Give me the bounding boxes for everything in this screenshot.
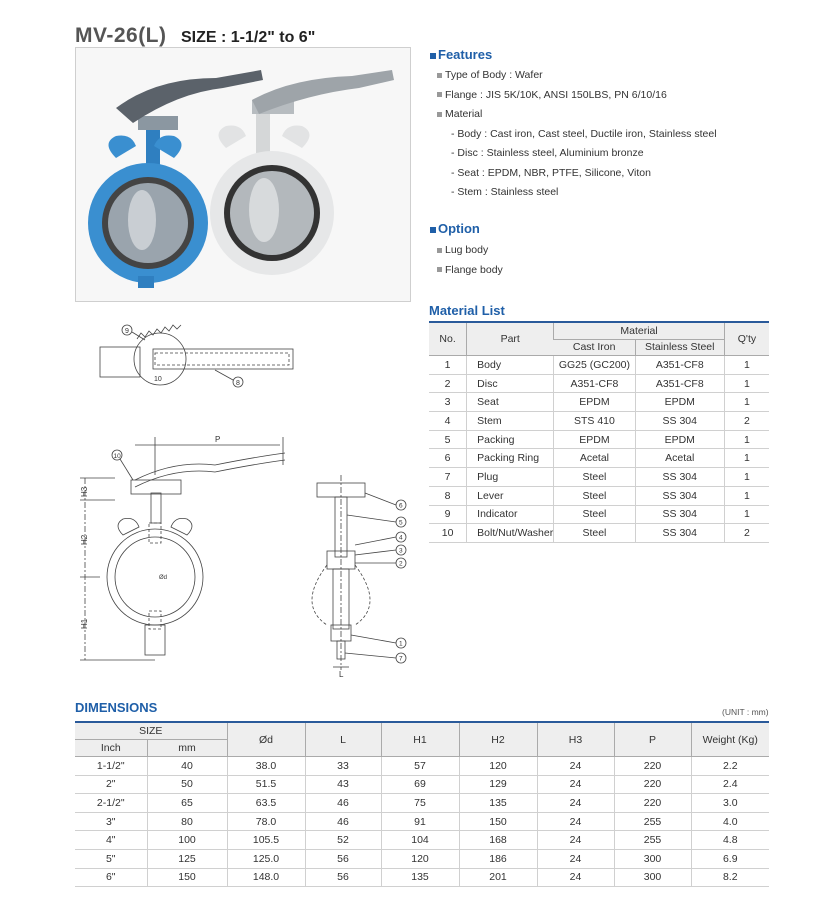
cell-inch: 4": [75, 831, 147, 850]
cell-stainless: EPDM: [635, 430, 724, 449]
cell-od: 63.5: [227, 794, 305, 813]
header-h2: H2: [459, 722, 537, 757]
option-item: [437, 241, 637, 261]
cell-part: Disc: [467, 374, 554, 393]
feature-item: [437, 183, 797, 203]
cell-part: Lever: [467, 486, 554, 505]
cell-no: 8: [429, 486, 467, 505]
feature-text: - Disc : Stainless steel, Aluminium bronze: [451, 147, 644, 159]
table-row: [429, 486, 769, 505]
table-row: [429, 468, 769, 487]
cell-cast-iron: Acetal: [554, 449, 635, 468]
feature-text: Material: [445, 108, 483, 120]
header-stainless: Stainless Steel: [635, 339, 724, 356]
cell-weight: 2.4: [691, 775, 769, 794]
cell-h3: 24: [537, 849, 614, 868]
cell-h1: 69: [381, 775, 459, 794]
callout-8: 8: [236, 380, 240, 387]
header-mm: mm: [147, 740, 227, 757]
bullet-icon: [437, 92, 442, 97]
cell-cast-iron: Steel: [554, 524, 635, 543]
cell-qty: 1: [724, 505, 769, 524]
cell-h3: 24: [537, 831, 614, 850]
cell-stainless: Acetal: [635, 449, 724, 468]
cell-mm: 40: [147, 757, 227, 776]
cell-od: 105.5: [227, 831, 305, 850]
cell-no: 6: [429, 449, 467, 468]
cell-l: 52: [305, 831, 381, 850]
cell-cast-iron: GG25 (GC200): [554, 356, 635, 375]
cell-inch: 1-1/2": [75, 757, 147, 776]
material-list-table: [429, 321, 769, 543]
header-part: Part: [467, 322, 554, 356]
cell-cast-iron: Steel: [554, 486, 635, 505]
cell-h2: 168: [459, 831, 537, 850]
option-text: Lug body: [445, 244, 489, 256]
cell-mm: 65: [147, 794, 227, 813]
cell-od: 51.5: [227, 775, 305, 794]
header-od: Ød: [227, 722, 305, 757]
cell-l: 33: [305, 757, 381, 776]
cell-part: Bolt/Nut/Washer: [467, 524, 554, 543]
feature-item: [437, 86, 797, 106]
cell-qty: 1: [724, 393, 769, 412]
cell-p: 220: [614, 794, 691, 813]
cell-inch: 5": [75, 849, 147, 868]
cell-no: 5: [429, 430, 467, 449]
cell-od: 38.0: [227, 757, 305, 776]
header-no: No.: [429, 322, 467, 356]
cell-mm: 150: [147, 868, 227, 887]
table-row: [75, 812, 769, 831]
cell-stainless: SS 304: [635, 468, 724, 487]
header-cast-iron: Cast Iron: [554, 339, 635, 356]
cell-p: 220: [614, 775, 691, 794]
cell-p: 300: [614, 868, 691, 887]
cell-h3: 24: [537, 812, 614, 831]
table-row: [75, 757, 769, 776]
table-row: [429, 430, 769, 449]
cell-h1: 135: [381, 868, 459, 887]
cell-inch: 2-1/2": [75, 794, 147, 813]
bullet-icon: [437, 73, 442, 78]
material-list-heading: Material List: [429, 303, 505, 318]
cell-stainless: A351-CF8: [635, 374, 724, 393]
cell-qty: 1: [724, 430, 769, 449]
header-inch: Inch: [75, 740, 147, 757]
table-row: [429, 412, 769, 431]
cell-no: 9: [429, 505, 467, 524]
cell-h1: 104: [381, 831, 459, 850]
dim-label-od: Ød: [159, 575, 168, 581]
feature-text: Flange : JIS 5K/10K, ANSI 150LBS, PN 6/10/16: [445, 88, 667, 101]
cell-part: Seat: [467, 393, 554, 412]
bullet-icon: [437, 248, 442, 253]
cell-stainless: EPDM: [635, 393, 724, 412]
table-row: [429, 449, 769, 468]
cell-no: 2: [429, 374, 467, 393]
header-h1: H1: [381, 722, 459, 757]
cell-h3: 24: [537, 757, 614, 776]
white-valve-image: [210, 70, 394, 275]
cell-no: 3: [429, 393, 467, 412]
cell-part: Packing Ring: [467, 449, 554, 468]
cell-stainless: SS 304: [635, 412, 724, 431]
cell-cast-iron: A351-CF8: [554, 374, 635, 393]
cell-mm: 125: [147, 849, 227, 868]
callout-5: 5: [399, 519, 403, 527]
cell-h2: 201: [459, 868, 537, 887]
dim-label-h3: H3: [80, 486, 89, 497]
cell-stainless: SS 304: [635, 524, 724, 543]
cell-weight: 6.9: [691, 849, 769, 868]
page-title: [75, 24, 315, 48]
feature-item: [437, 105, 797, 125]
option-heading: Option: [430, 221, 480, 236]
cell-qty: 2: [724, 412, 769, 431]
callout-10-front: 10: [113, 453, 121, 460]
cell-inch: 3": [75, 812, 147, 831]
cell-cast-iron: Steel: [554, 505, 635, 524]
cell-cast-iron: Steel: [554, 468, 635, 487]
features-list: [437, 66, 797, 203]
side-view-drawing: [312, 475, 406, 670]
option-text: Flange body: [445, 263, 503, 276]
table-row: [75, 775, 769, 794]
cell-l: 43: [305, 775, 381, 794]
table-row: [429, 374, 769, 393]
table-row: [75, 794, 769, 813]
table-row: [75, 849, 769, 868]
feature-text: - Body : Cast iron, Cast steel, Ductile iron, Stainless steel: [451, 127, 717, 140]
feature-item: [437, 144, 797, 164]
dimensions-body: [75, 757, 769, 887]
feature-text: - Seat : EPDM, NBR, PTFE, Silicone, Viton: [451, 166, 651, 179]
cell-no: 4: [429, 412, 467, 431]
cell-stainless: SS 304: [635, 505, 724, 524]
cell-l: 46: [305, 794, 381, 813]
cell-od: 78.0: [227, 812, 305, 831]
cell-weight: 8.2: [691, 868, 769, 887]
feature-text: Type of Body : Wafer: [445, 69, 543, 81]
cell-h2: 129: [459, 775, 537, 794]
bullet-icon: [437, 267, 442, 272]
cell-qty: 1: [724, 374, 769, 393]
cell-no: 10: [429, 524, 467, 543]
header-size: SIZE: [75, 722, 227, 740]
cell-mm: 80: [147, 812, 227, 831]
cell-qty: 2: [724, 524, 769, 543]
cell-h3: 24: [537, 775, 614, 794]
cell-stainless: A351-CF8: [635, 356, 724, 375]
cell-h1: 91: [381, 812, 459, 831]
callout-3: 3: [399, 547, 403, 555]
callout-9: 9: [125, 328, 129, 335]
feature-text: - Stem : Stainless steel: [451, 186, 559, 198]
cell-part: Packing: [467, 430, 554, 449]
cell-stainless: SS 304: [635, 486, 724, 505]
cell-h2: 150: [459, 812, 537, 831]
front-view-drawing: [80, 437, 285, 660]
dimensions-heading: DIMENSIONS: [75, 700, 158, 715]
cell-part: Indicator: [467, 505, 554, 524]
table-row: [429, 505, 769, 524]
cell-h2: 186: [459, 849, 537, 868]
cell-p: 255: [614, 831, 691, 850]
dim-label-p: P: [215, 435, 221, 444]
cell-h2: 120: [459, 757, 537, 776]
product-photo: [75, 47, 411, 302]
cell-l: 56: [305, 849, 381, 868]
cell-h3: 24: [537, 794, 614, 813]
cell-od: 125.0: [227, 849, 305, 868]
cell-no: 1: [429, 356, 467, 375]
cell-h3: 24: [537, 868, 614, 887]
table-row: [75, 831, 769, 850]
cell-qty: 1: [724, 449, 769, 468]
cell-p: 255: [614, 812, 691, 831]
header-p: P: [614, 722, 691, 757]
cell-inch: 2": [75, 775, 147, 794]
cell-part: Stem: [467, 412, 554, 431]
dimensions-table: [75, 721, 769, 887]
size-range: SIZE : 1-1/2" to 6": [180, 29, 316, 46]
table-row: [429, 524, 769, 543]
cell-cast-iron: EPDM: [554, 393, 635, 412]
cell-mm: 100: [147, 831, 227, 850]
feature-item: [437, 125, 797, 145]
table-row: [429, 393, 769, 412]
material-list-body: [429, 356, 769, 543]
header-weight: Weight (Kg): [691, 722, 769, 757]
cell-qty: 1: [724, 468, 769, 487]
cell-h1: 75: [381, 794, 459, 813]
cell-no: 7: [429, 468, 467, 487]
cell-part: Plug: [467, 468, 554, 487]
dim-label-h2: H2: [80, 534, 89, 545]
cell-qty: 1: [724, 356, 769, 375]
cell-l: 56: [305, 868, 381, 887]
cell-qty: 1: [724, 486, 769, 505]
unit-note: (UNIT : mm): [722, 707, 769, 717]
cell-p: 220: [614, 757, 691, 776]
header-material: Material: [554, 322, 725, 339]
cell-h2: 135: [459, 794, 537, 813]
feature-item: [437, 164, 797, 184]
cell-cast-iron: EPDM: [554, 430, 635, 449]
cell-weight: 3.0: [691, 794, 769, 813]
bullet-square-icon: [430, 53, 436, 59]
header-h3: H3: [537, 722, 614, 757]
callout-2: 2: [399, 560, 403, 568]
feature-item: [437, 66, 797, 86]
cell-inch: 6": [75, 868, 147, 887]
cell-l: 46: [305, 812, 381, 831]
callout-7: 7: [399, 655, 403, 663]
cell-p: 300: [614, 849, 691, 868]
bullet-icon: [437, 112, 442, 117]
callout-1: 1: [399, 640, 403, 648]
callout-4: 4: [399, 534, 403, 542]
cell-weight: 2.2: [691, 757, 769, 776]
features-heading: Features: [430, 47, 492, 62]
cell-weight: 4.0: [691, 812, 769, 831]
model-name: MV-26(L): [75, 24, 167, 47]
callout-6: 6: [399, 502, 403, 510]
callout-10: 10: [154, 376, 162, 383]
dim-label-l: L: [339, 670, 344, 679]
table-row: [429, 356, 769, 375]
cell-h1: 120: [381, 849, 459, 868]
top-view-drawing: [100, 325, 293, 387]
dim-label-h1: H1: [80, 618, 89, 629]
cell-cast-iron: STS 410: [554, 412, 635, 431]
butterfly-valves-illustration: [76, 48, 410, 301]
bullet-square-icon: [430, 227, 436, 233]
header-qty: Q'ty: [724, 322, 769, 356]
cell-mm: 50: [147, 775, 227, 794]
header-l: L: [305, 722, 381, 757]
option-item: [437, 261, 637, 281]
option-list: [437, 241, 637, 280]
cell-weight: 4.8: [691, 831, 769, 850]
technical-drawing: [75, 315, 415, 685]
cell-h1: 57: [381, 757, 459, 776]
table-row: [75, 868, 769, 887]
cell-od: 148.0: [227, 868, 305, 887]
cell-part: Body: [467, 356, 554, 375]
